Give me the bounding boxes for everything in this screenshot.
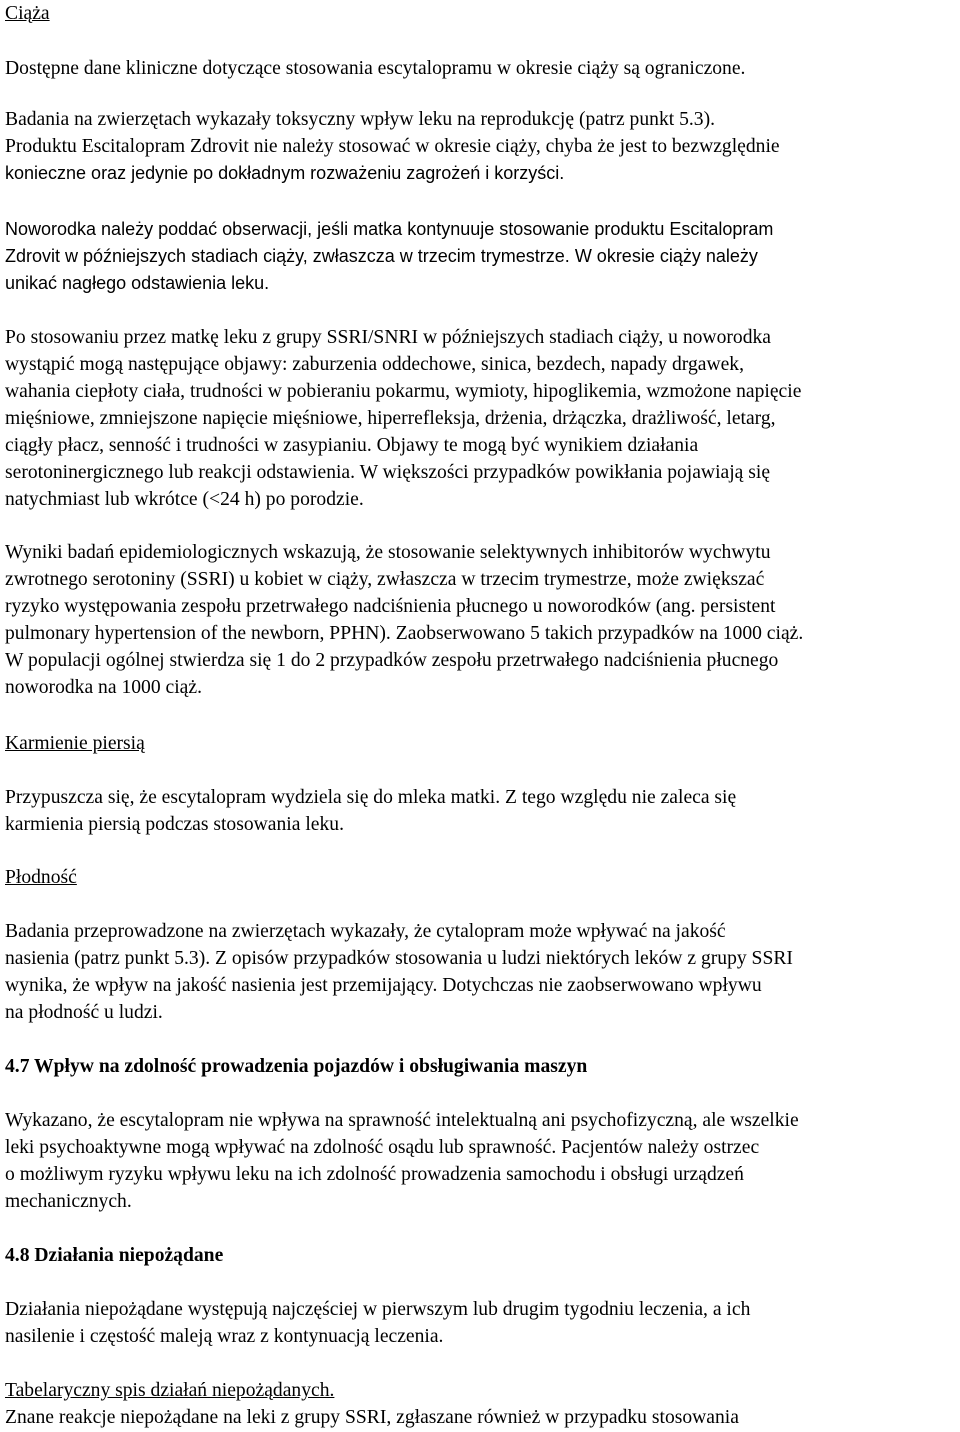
- text-line: serotoninergicznego lub reakcji odstawienia. W większości przypadków powikłania pojawiają się: [5, 462, 771, 483]
- text-line: na płodność u ludzi.: [5, 1002, 163, 1023]
- section-heading-adverse: 4.8 Działania niepożądane: [5, 1245, 224, 1266]
- text-line: wystąpić mogą następujące objawy: zaburzenia oddechowe, sinica, bezdech, napady drgawek,: [5, 354, 745, 375]
- text-line: zwrotnego serotoniny (SSRI) u kobiet w ciąży, zwłaszcza w trzecim trymestrze, może zwiększać: [5, 569, 765, 590]
- pregnancy-paragraph-2: [5, 106, 946, 187]
- text-line: Badania przeprowadzone na zwierzętach wykazały, że cytalopram może wpływać na jakość: [5, 921, 726, 942]
- text-line: wynika, że wpływ na jakość nasienia jest przemijający. Dotychczas nie zaobserwowano wpływu: [5, 975, 762, 996]
- driving-paragraph: [5, 1107, 946, 1215]
- text-line: leki psychoaktywne mogą wpływać na zdolność osądu lub sprawność. Pacjentów należy ostrzec: [5, 1137, 760, 1158]
- text-line: noworodka na 1000 ciąż.: [5, 677, 202, 698]
- text-line: Produktu Escitalopram Zdrovit nie należy stosować w okresie ciąży, chyba że jest to bezwzględnie: [5, 136, 780, 157]
- fertility-paragraph: [5, 918, 946, 1026]
- text-line: nasilenie i częstość maleją wraz z kontynuacją leczenia.: [5, 1326, 444, 1347]
- section-heading-fertility: Płodność: [5, 867, 77, 888]
- adverse-paragraph-1: [5, 1296, 946, 1350]
- text-line: Znane reakcje niepożądane na leki z grupy SSRI, zgłaszane również w przypadku stosowania: [5, 1407, 739, 1428]
- text-line: Dostępne dane kliniczne dotyczące stosowania escytalopramu w okresie ciąży są ograniczone.: [5, 58, 746, 79]
- text-line: pulmonary hypertension of the newborn, PPHN). Zaobserwowano 5 takich przypadków na 1000 ciąż.: [5, 623, 804, 644]
- text-line: mechanicznych.: [5, 1191, 132, 1212]
- text-line: konieczne oraz jedynie po dokładnym rozważeniu zagrożeń i korzyści.: [5, 163, 565, 183]
- adverse-paragraph-2: [5, 1404, 946, 1431]
- text-line: Działania niepożądane występują najczęściej w pierwszym lub drugim tygodniu leczenia, a ich: [5, 1299, 751, 1320]
- text-line: natychmiast lub wkrótce (<24 h) po porodzie.: [5, 489, 364, 510]
- text-line: karmienia piersią podczas stosowania leku.: [5, 814, 344, 835]
- text-line: Noworodka należy poddać obserwacji, jeśli matka kontynuuje stosowanie produktu Escitalopram: [5, 219, 774, 239]
- text-line: o możliwym ryzyku wpływu leku na ich zdolność prowadzenia samochodu i obsługi urządzeń: [5, 1164, 744, 1185]
- breastfeeding-paragraph: [5, 784, 946, 838]
- section-heading-breastfeeding: Karmienie piersią: [5, 733, 145, 754]
- text-line: Po stosowaniu przez matkę leku z grupy SSRI/SNRI w późniejszych stadiach ciąży, u noworodka: [5, 327, 771, 348]
- text-line: unikać nagłego odstawienia leku.: [5, 273, 270, 293]
- section-heading-pregnancy: Ciąża: [5, 3, 50, 24]
- text-line: Badania na zwierzętach wykazały toksyczny wpływ leku na reprodukcję (patrz punkt 5.3).: [5, 109, 715, 130]
- text-line: nasienia (patrz punkt 5.3). Z opisów przypadków stosowania u ludzi niektórych leków z grupy SSRI: [5, 948, 793, 969]
- text-line: Przypuszcza się, że escytalopram wydziela się do mleka matki. Z tego względu nie zaleca się: [5, 787, 737, 808]
- section-heading-driving: 4.7 Wpływ na zdolność prowadzenia pojazdów i obsługiwania maszyn: [5, 1056, 588, 1077]
- text-line: Wyniki badań epidemiologicznych wskazują, że stosowanie selektywnych inhibitorów wychwytu: [5, 542, 771, 563]
- pregnancy-paragraph-1: [5, 55, 946, 82]
- text-line: Zdrovit w późniejszych stadiach ciąży, zwłaszcza w trzecim trymestrze. W okresie ciąży należy: [5, 246, 758, 266]
- text-line: ciągły płacz, senność i trudności w zasypianiu. Objawy te mogą być wynikiem działania: [5, 435, 699, 456]
- pregnancy-paragraph-5: [5, 539, 946, 701]
- adverse-subheading: Tabelaryczny spis działań niepożądanych.: [5, 1380, 335, 1401]
- text-line: Wykazano, że escytalopram nie wpływa na sprawność intelektualną ani psychofizyczną, ale wszelkie: [5, 1110, 799, 1131]
- pregnancy-paragraph-3: [5, 216, 946, 297]
- text-line: mięśniowe, zmniejszone napięcie mięśniowe, hiperrefleksja, drżenia, drżączka, drażliwość, letarg,: [5, 408, 776, 429]
- text-line: wahania ciepłoty ciała, trudności w pobieraniu pokarmu, wymioty, hipoglikemia, wzmożone napięcie: [5, 381, 802, 402]
- text-line: ryzyko występowania zespołu przetrwałego nadciśnienia płucnego u noworodków (ang. persistent: [5, 596, 776, 617]
- text-line: W populacji ogólnej stwierdza się 1 do 2 przypadków zespołu przetrwałego nadciśnienia płucnego: [5, 650, 779, 671]
- pregnancy-paragraph-4: [5, 324, 946, 513]
